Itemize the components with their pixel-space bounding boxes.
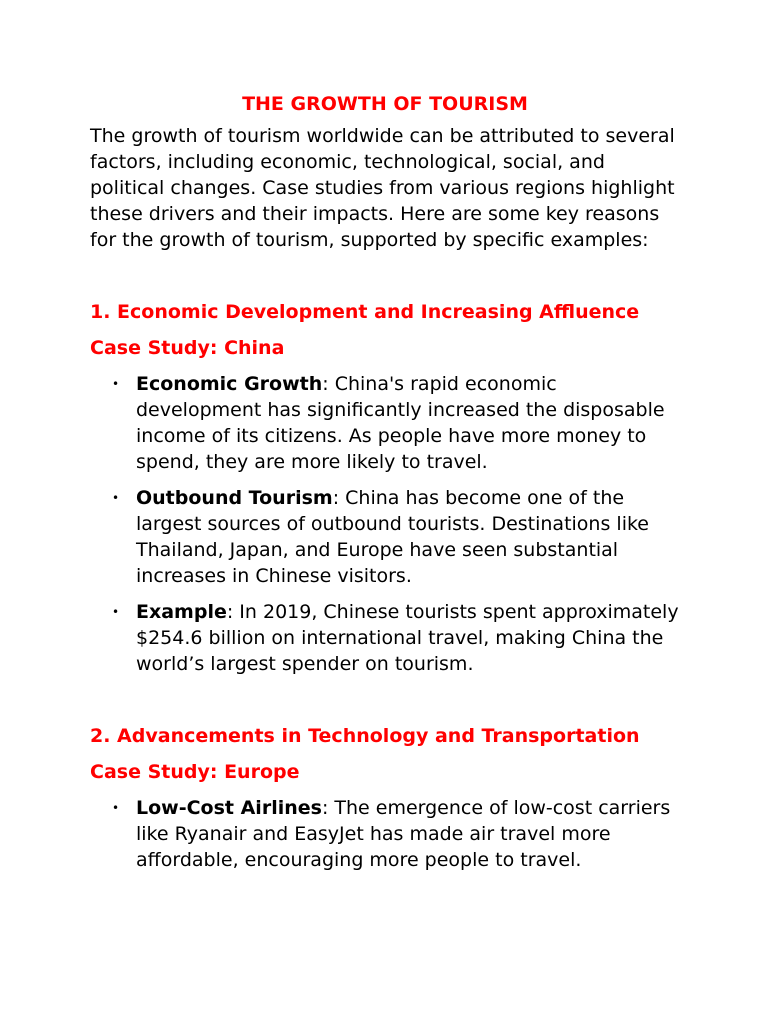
bullet-text: : China has become one of the largest sources of outbound tourists. Destinations like Thailand, Japan, and Europe have seen substantial increases in Chinese visitors. — [136, 487, 649, 587]
section-heading-economic-development: 1. Economic Development and Increasing Affluence — [90, 301, 640, 323]
intro-paragraph: The growth of tourism worldwide can be attributed to several factors, including economic, technological, social, and political changes. Case studies from various regions highlight these drivers and their impacts. Here are some key reasons for the growth of tourism, supported by specific examples: — [90, 125, 675, 251]
bullet-icon: • — [112, 491, 120, 505]
bullet-text: : China's rapid economic development has significantly increased the disposable income of its citizens. As people have more money to spend, they are more likely to travel. — [136, 373, 665, 473]
bullet-term: Outbound Tourism — [136, 487, 333, 509]
list-item — [90, 485, 680, 589]
bullet-icon: • — [112, 377, 120, 391]
case-study-china-heading: Case Study: China — [90, 337, 285, 359]
bullet-list-europe — [90, 795, 680, 873]
bullet-icon: • — [112, 605, 120, 619]
list-item — [90, 795, 680, 873]
case-study-europe-heading: Case Study: Europe — [90, 761, 300, 783]
bullet-text: : In 2019, Chinese tourists spent approximately $254.6 billion on international travel, making China the world’s largest spender on tourism. — [136, 601, 679, 675]
list-item — [90, 599, 680, 677]
section-heading-technology-transportation: 2. Advancements in Technology and Transportation — [90, 725, 640, 747]
list-item — [90, 371, 680, 475]
bullet-text: : The emergence of low-cost carriers like Ryanair and EasyJet has made air travel more affordable, encouraging more people to travel. — [136, 797, 671, 871]
bullet-term: Example — [136, 601, 227, 623]
bullet-term: Economic Growth — [136, 373, 323, 395]
bullet-list-china — [90, 371, 680, 677]
bullet-term: Low-Cost Airlines — [136, 797, 322, 819]
document-title: THE GROWTH OF TOURISM — [242, 93, 528, 115]
bullet-icon: • — [112, 801, 120, 815]
